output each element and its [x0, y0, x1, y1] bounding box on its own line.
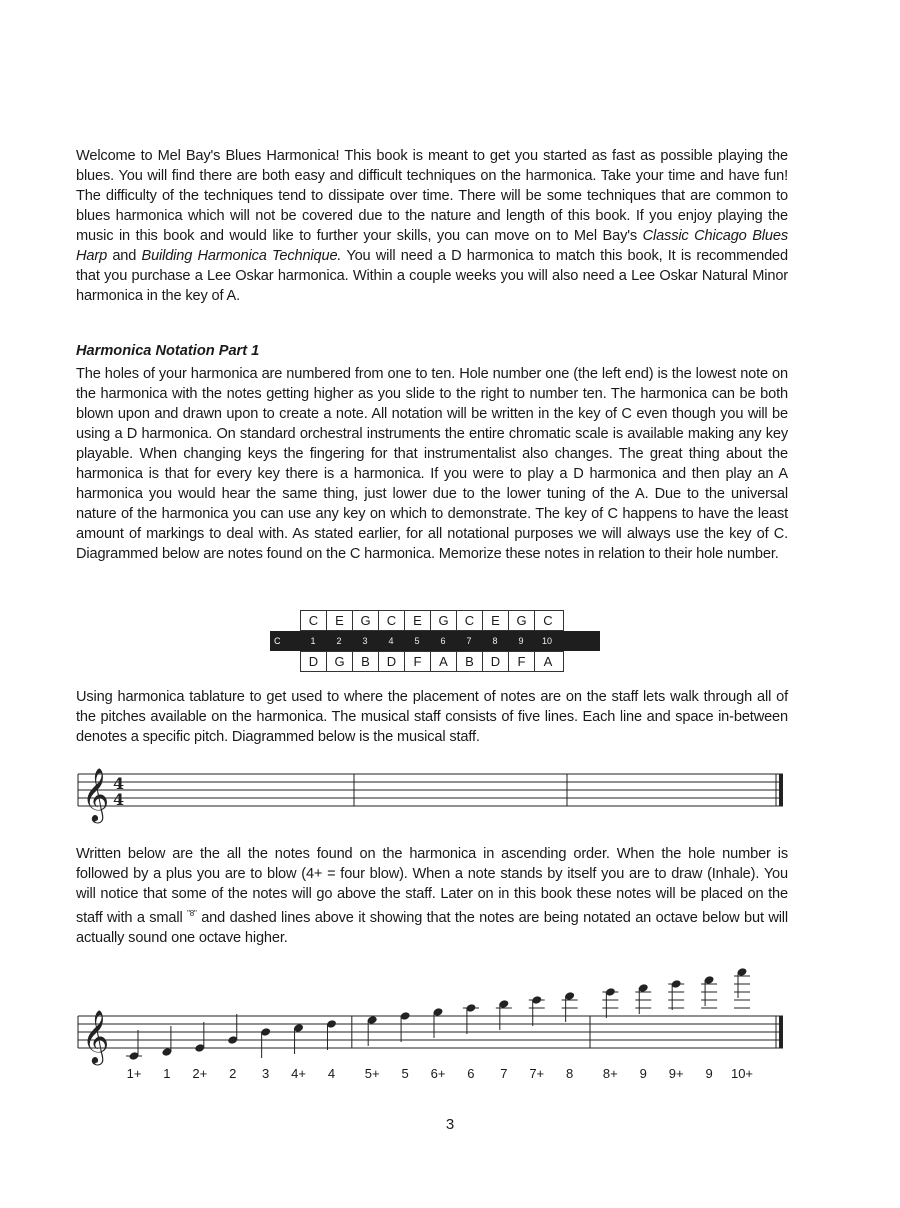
- hole-number: 4: [388, 636, 394, 646]
- hole-label: 1+: [126, 1066, 142, 1081]
- hole-label: 2+: [192, 1066, 208, 1081]
- intro-end-text: You will need a D harmonica to match this book, It is recommended that you purchase a Lee Oskar harmonica. Within a couple weeks you will also need a Lee Oskar Natural Minor harmonica in the key of A.: [76, 248, 788, 304]
- tablature-paragraph: Using harmonica tablature to get used to where the placement of notes are on the staff lets walk through all of the pitches available on the harmonica. The musical staff consists of five lines. Each line and space in-between denotes a specific pitch. Diagrammed below is the musical staff.: [76, 689, 788, 745]
- written-text-b: and dashed lines above it showing that the notes are being notated an octave below but will actually sound one octave higher.: [76, 909, 788, 946]
- hole-number: 2: [336, 636, 342, 646]
- ottava-mark: "8": [187, 909, 197, 918]
- hole-label: 4: [327, 1066, 336, 1081]
- time-signature-bottom: 4: [113, 790, 125, 809]
- hole-labels-row: [0, 1066, 900, 1086]
- blow-note: G: [353, 611, 379, 630]
- blow-note: C: [543, 613, 553, 628]
- written-text-a: Written below are the all the notes found on the harmonica in ascending order. When the hole number is followed by a plus you are to blow (4+ = four blow). When a note stands by itself you are to draw (Inhale). You will notice that some of the notes will go above the staff. Later on in this book these notes will be placed on the staff with a small: [76, 846, 788, 926]
- harmonica-key-label: C: [274, 636, 281, 646]
- blow-note: G: [431, 611, 457, 630]
- blow-note: E: [327, 611, 353, 630]
- draw-note: D: [379, 652, 405, 671]
- draw-note: F: [405, 652, 431, 671]
- hole-number: 6: [440, 636, 446, 646]
- draw-note: A: [431, 652, 457, 671]
- hole-number: 7: [466, 636, 472, 646]
- hole-label: 2: [229, 1066, 237, 1081]
- hole-number: 1: [310, 636, 316, 646]
- hole-label: 10+: [730, 1066, 754, 1081]
- hole-label: 8+: [602, 1066, 618, 1081]
- hole-number: 8: [492, 636, 498, 646]
- hole-label: 8: [566, 1066, 574, 1081]
- blow-note: G: [509, 611, 535, 630]
- ascending-notes: [126, 967, 750, 1061]
- hole-label: 3: [262, 1066, 270, 1081]
- draw-note: D: [301, 652, 327, 671]
- treble-clef-icon: 𝄞: [82, 767, 110, 821]
- empty-staff: [78, 774, 783, 806]
- draw-note: G: [327, 652, 353, 671]
- hole-label: 7+: [529, 1066, 545, 1081]
- book-title-classic-chicago-blues-harp: Classic Chicago Blues Harp: [76, 228, 788, 264]
- hole-label: 7: [500, 1066, 508, 1081]
- hole-label: 5+: [364, 1066, 380, 1081]
- draw-note: B: [457, 652, 483, 671]
- draw-note: F: [509, 652, 535, 671]
- hole-number: 10: [541, 636, 552, 646]
- section-heading: Harmonica Notation Part 1: [76, 343, 260, 359]
- hole-label: 4+: [291, 1066, 306, 1081]
- intro-and: and: [107, 248, 142, 264]
- hole-number: 5: [414, 636, 420, 646]
- hole-label: 5: [401, 1066, 409, 1081]
- hole-label: 9: [639, 1066, 647, 1081]
- blow-note: C: [379, 611, 405, 630]
- time-signature-top: 4: [113, 774, 125, 793]
- intro-text: Welcome to Mel Bay's Blues Harmonica! This book is meant to get you started as fast as possible playing the blues. You will find there are both easy and difficult techniques on the harmonica. Take your time and have fun! The difficulty of the techniques tend to dissipate over time. There will be some techniques that are common to blues harmonica which will not be covered due to the nature and length of this book. If you enjoy playing the music in this book and would like to further your skills, you can move on to Mel Bay's: [76, 148, 788, 244]
- notes-staff: [78, 1016, 783, 1048]
- page-number: 3: [445, 1116, 455, 1133]
- hole-label: 9+: [668, 1066, 684, 1081]
- notation-paragraph: The holes of your harmonica are numbered from one to ten. Hole number one (the left end) is the lowest note on the harmonica with the notes getting higher as you slide to the right to number ten. The harmonica can be both blown upon and drawn upon to create a note. All notation will be written in the key of C even though you will be using a D harmonica. On standard orchestral instruments the entire chromatic scale is available making any key playable. When changing keys the fingering for that instrumentalist also changes. The great thing about the harmonica is that for every key there is a harmonica. If you were to play a D harmonica and then play an A harmonica you would hear the same thing, just lower due to the lower tuning of the A. Due to the universal nature of the harmonica you can use any key on which to demonstrate. The key of C happens to have the least amount of markings to deal with. As stated earlier, for all notational purposes we will always use the key of C. Diagrammed below are notes found on the C harmonica. Memorize these notes in relation to their hole number.: [76, 366, 788, 562]
- draw-note: A: [543, 654, 553, 669]
- blow-note: E: [483, 611, 509, 630]
- hole-label: 1: [163, 1066, 171, 1081]
- draw-note: D: [483, 652, 509, 671]
- hole-number: 3: [362, 636, 368, 646]
- hole-label: 6+: [430, 1066, 446, 1081]
- book-title-building-harmonica-technique: Building Harmonica Technique.: [141, 248, 342, 264]
- treble-clef-icon: 𝄞: [82, 1009, 110, 1063]
- blow-note: C: [301, 611, 327, 630]
- draw-note: B: [353, 652, 379, 671]
- hole-number: 9: [518, 636, 524, 646]
- hole-label: 6: [467, 1066, 475, 1081]
- blow-note: E: [405, 611, 431, 630]
- hole-label: 9: [705, 1066, 713, 1081]
- blow-note: C: [457, 611, 483, 630]
